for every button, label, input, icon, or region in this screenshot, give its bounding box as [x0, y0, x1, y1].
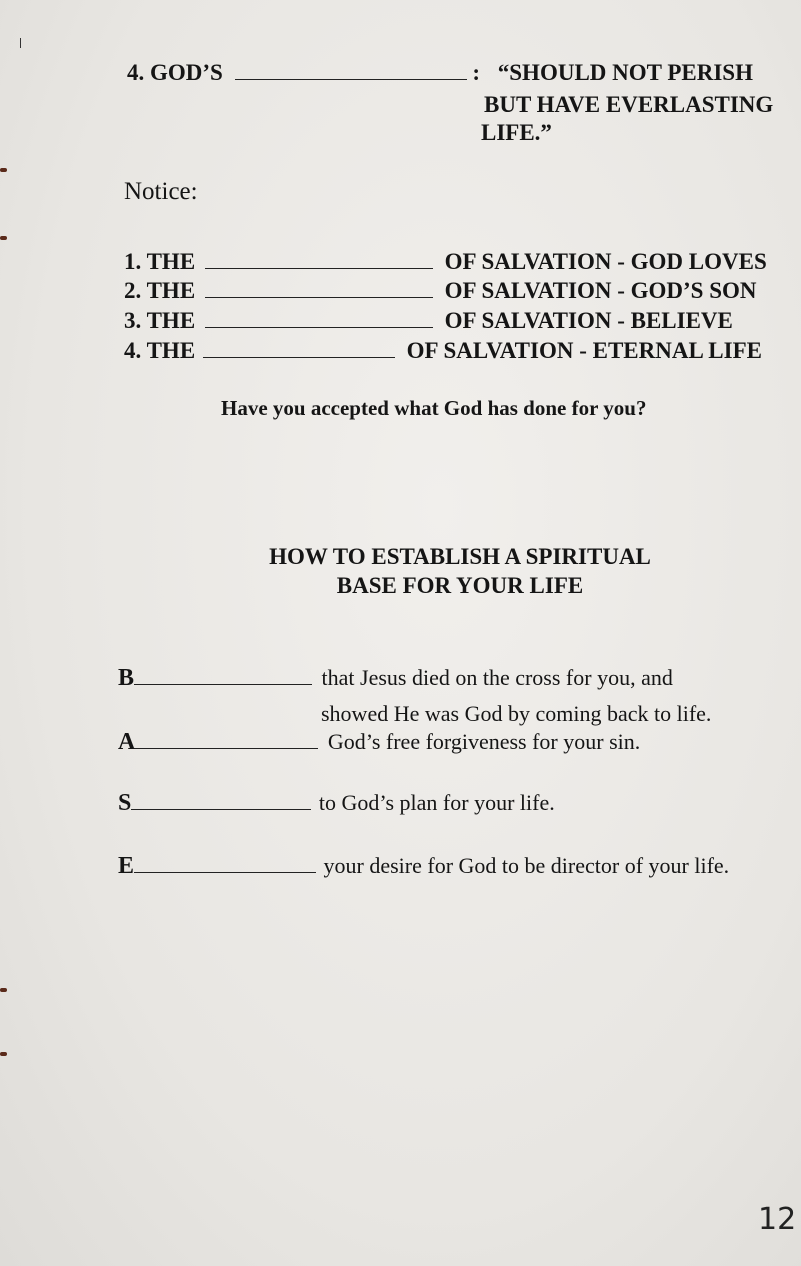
section-heading-line2: BASE FOR YOUR LIFE — [336, 573, 584, 598]
margin-tick-mark — [20, 38, 21, 48]
base-text-continued: showed He was God by coming back to life. — [321, 701, 712, 726]
notice-item-prefix: 4. THE — [124, 338, 196, 363]
notice-item-blank — [205, 267, 433, 269]
base-item-s — [118, 790, 555, 817]
notice-item-blank — [205, 296, 433, 298]
notice-item-prefix: 3. THE — [124, 308, 196, 333]
staple-mark — [0, 168, 7, 172]
point4-label: 4. GOD’S — [127, 60, 223, 85]
base-letter: E — [118, 853, 135, 879]
base-text: your desire for God to be director of your life. — [323, 853, 730, 878]
base-text: to God’s plan for your life. — [318, 790, 555, 815]
point4-blank — [235, 78, 467, 80]
notice-item-prefix: 2. THE — [124, 278, 196, 303]
notice-item-suffix: OF SALVATION - GOD’S SON — [444, 278, 757, 303]
base-blank — [134, 871, 316, 873]
staple-mark — [0, 236, 7, 240]
base-letter: S — [118, 790, 132, 816]
staple-mark — [0, 988, 7, 992]
section-heading-line1: HOW TO ESTABLISH A SPIRITUAL — [269, 544, 651, 569]
notice-item — [124, 249, 767, 275]
notice-item — [124, 278, 757, 304]
base-item-e — [118, 853, 729, 880]
notice-label: Notice: — [124, 178, 198, 205]
staple-mark — [0, 1052, 7, 1056]
base-blank — [131, 808, 311, 810]
point4-colon: : — [472, 60, 481, 85]
page-number: 12 — [758, 1202, 797, 1237]
notice-item — [124, 308, 733, 334]
base-item-a — [118, 729, 640, 756]
base-letter: A — [118, 729, 136, 755]
point4-quote-line2: BUT HAVE EVERLASTING — [484, 92, 774, 117]
question-text: Have you accepted what God has done for you? — [221, 396, 647, 420]
point4-line — [127, 60, 753, 86]
point4-quote-line1: “SHOULD NOT PERISH — [497, 60, 753, 85]
base-blank — [134, 683, 312, 685]
notice-item-prefix: 1. THE — [124, 249, 196, 274]
point4-quote-line3: LIFE.” — [481, 120, 552, 145]
notice-item-blank — [205, 326, 433, 328]
base-item-b — [118, 665, 673, 692]
notice-item-suffix: OF SALVATION - GOD LOVES — [444, 249, 767, 274]
base-blank — [135, 747, 318, 749]
base-text: that Jesus died on the cross for you, and — [321, 665, 673, 690]
base-text: God’s free forgiveness for your sin. — [327, 729, 641, 754]
notice-item — [124, 338, 762, 364]
notice-item-suffix: OF SALVATION - BELIEVE — [444, 308, 733, 333]
notice-item-blank — [203, 356, 395, 358]
notice-item-suffix: OF SALVATION - ETERNAL LIFE — [406, 338, 762, 363]
base-letter: B — [118, 665, 135, 691]
